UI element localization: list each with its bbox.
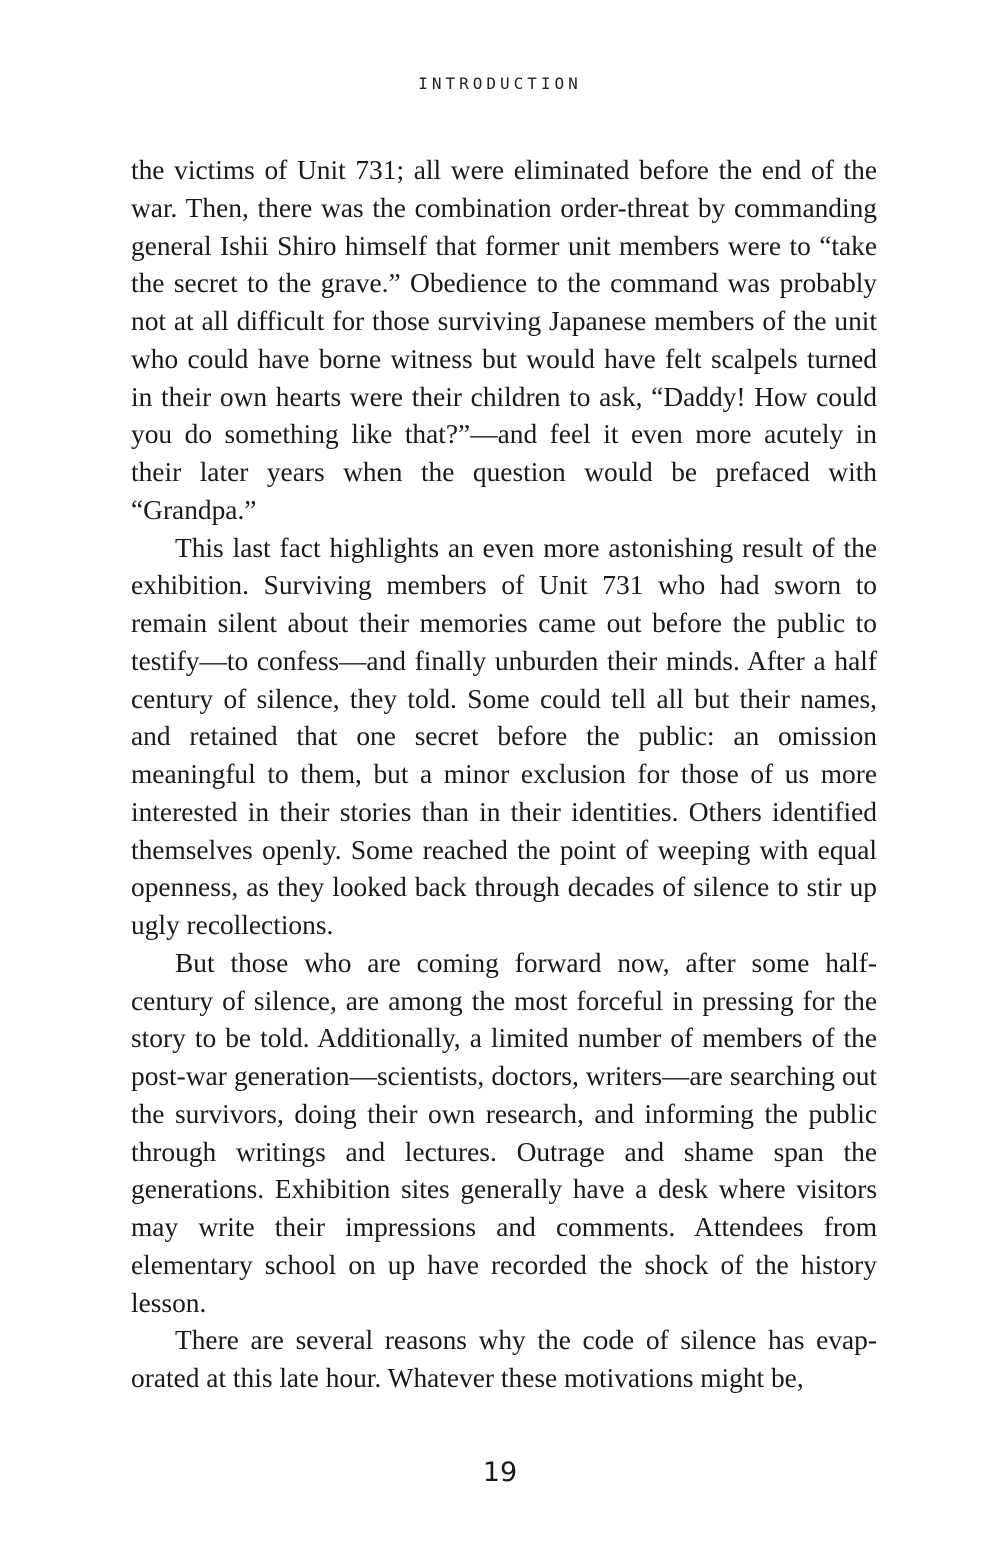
page-number: 19 [482,1457,518,1488]
paragraph: But those who are coming forward now, after some half-century of silence, are among the most forceful in pressing for the story to be told. Additionally, a limited number of members of the post-war generation—scientists, doctors, writers—are searching out the survivors, doing their own research, and informing the public through writings and lectures. Outrage and shame span the generations. Exhibition sites generally have a desk where visitors may write their impressions and comments. Attendees from elementary school on up have recorded the shock of the history lesson. [131,947,877,1318]
paragraph: This last fact highlights an even more astonishing result of the exhibition. Surviving members of Unit 731 who had sworn to remain silent about their memories came out before the public to testify—to confess—and finally unburden their minds. After a half century of silence, they told. Some could tell all but their names, and retained that one secret before the public: an omission meaningful to them, but a minor exclusion for those of us more interested in their stories than in their identities. Others identified themselves openly. Some reached the point of weeping with equal openness, as they looked back through decades of silence to stir up ugly recollections. [131,532,877,940]
running-head: INTRODUCTION [418,74,582,93]
body-text [131,152,877,1398]
paragraph: There are several reasons why the code of silence has evaporated at this late hour. Whatever these motivations might be, [131,1325,877,1393]
paragraph: the victims of Unit 731; all were eliminated before the end of the war. Then, there was the combination order-threat by commanding general Ishii Shiro himself that former unit members were to “take the secret to the grave.” Obedience to the command was probably not at all difficult for those surviving Japanese members of the unit who could have borne witness but would have felt scalpels turned in their own hearts were their children to ask, “Daddy! How could you do something like that?”—and feel it even more acutely in their later years when the question would be prefaced with “Grandpa.” [131,155,877,525]
